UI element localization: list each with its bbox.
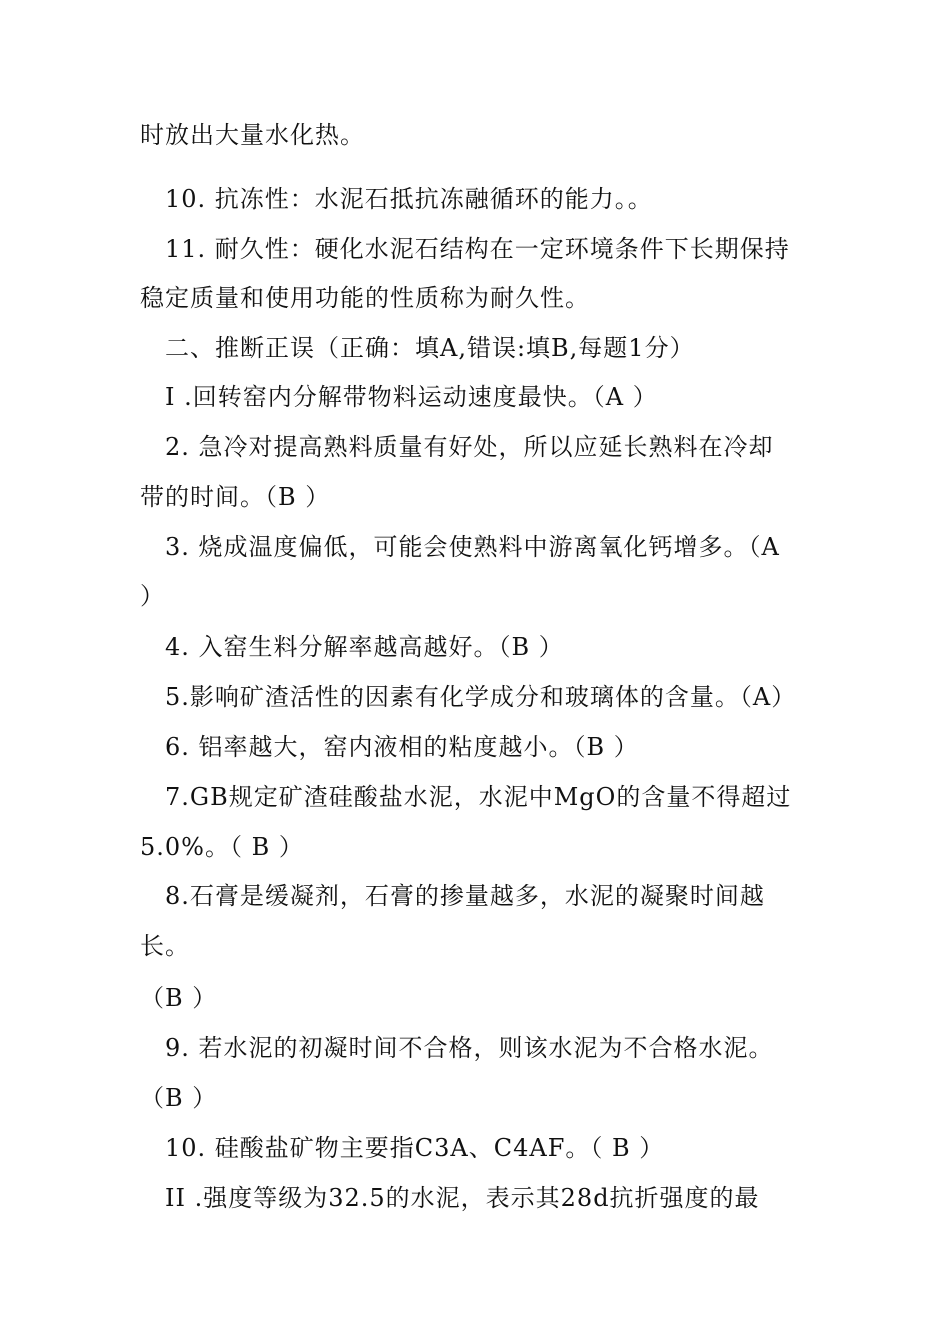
text-line: ） xyxy=(140,582,165,610)
text-line: （B ） xyxy=(140,1084,218,1112)
text-line: 时放出大量水化热。 xyxy=(140,121,365,149)
text-line: （B ） xyxy=(140,984,218,1012)
question-item: 3. 烧成温度偏低，可能会使熟料中游离氧化钙增多。（A xyxy=(165,533,780,561)
text-line: 长。 xyxy=(140,932,190,960)
text-line: 5.0%。（ B ） xyxy=(140,833,304,861)
question-item: 2. 急冷对提高熟料质量有好处，所以应延长熟料在冷却 xyxy=(165,433,774,461)
question-item: 5.影响矿渣活性的因素有化学成分和玻璃体的含量。（A） xyxy=(165,683,797,711)
question-item: 6. 铝率越大，窑内液相的粘度越小。（B ） xyxy=(165,733,639,761)
question-item: I .回转窑内分解带物料运动速度最快。（A ） xyxy=(165,383,658,411)
text-line: 10. 抗冻性：水泥石抵抗冻融循环的能力。。 xyxy=(165,185,653,213)
question-item: 8.石膏是缓凝剂，石膏的掺量越多，水泥的凝聚时间越 xyxy=(165,882,765,910)
text-line: 11. 耐久性：硬化水泥石结构在一定环境条件下长期保持 xyxy=(165,235,790,263)
text-line: 带的时间。（B ） xyxy=(140,483,331,511)
question-item: 10. 硅酸盐矿物主要指C3A、C4AF。（ B ） xyxy=(165,1134,665,1162)
section-heading: 二、推断正误（正确：填A,错误:填B,每题1分） xyxy=(165,334,695,362)
question-item: II .强度等级为32.5的水泥，表示其28d抗折强度的最 xyxy=(165,1184,760,1212)
question-item: 9. 若水泥的初凝时间不合格，则该水泥为不合格水泥。 xyxy=(165,1034,774,1062)
text-line: 稳定质量和使用功能的性质称为耐久性。 xyxy=(140,284,590,312)
question-item: 4. 入窑生料分解率越高越好。（B ） xyxy=(165,633,564,661)
question-item: 7.GB规定矿渣硅酸盐水泥，水泥中MgO的含量不得超过 xyxy=(165,783,792,811)
